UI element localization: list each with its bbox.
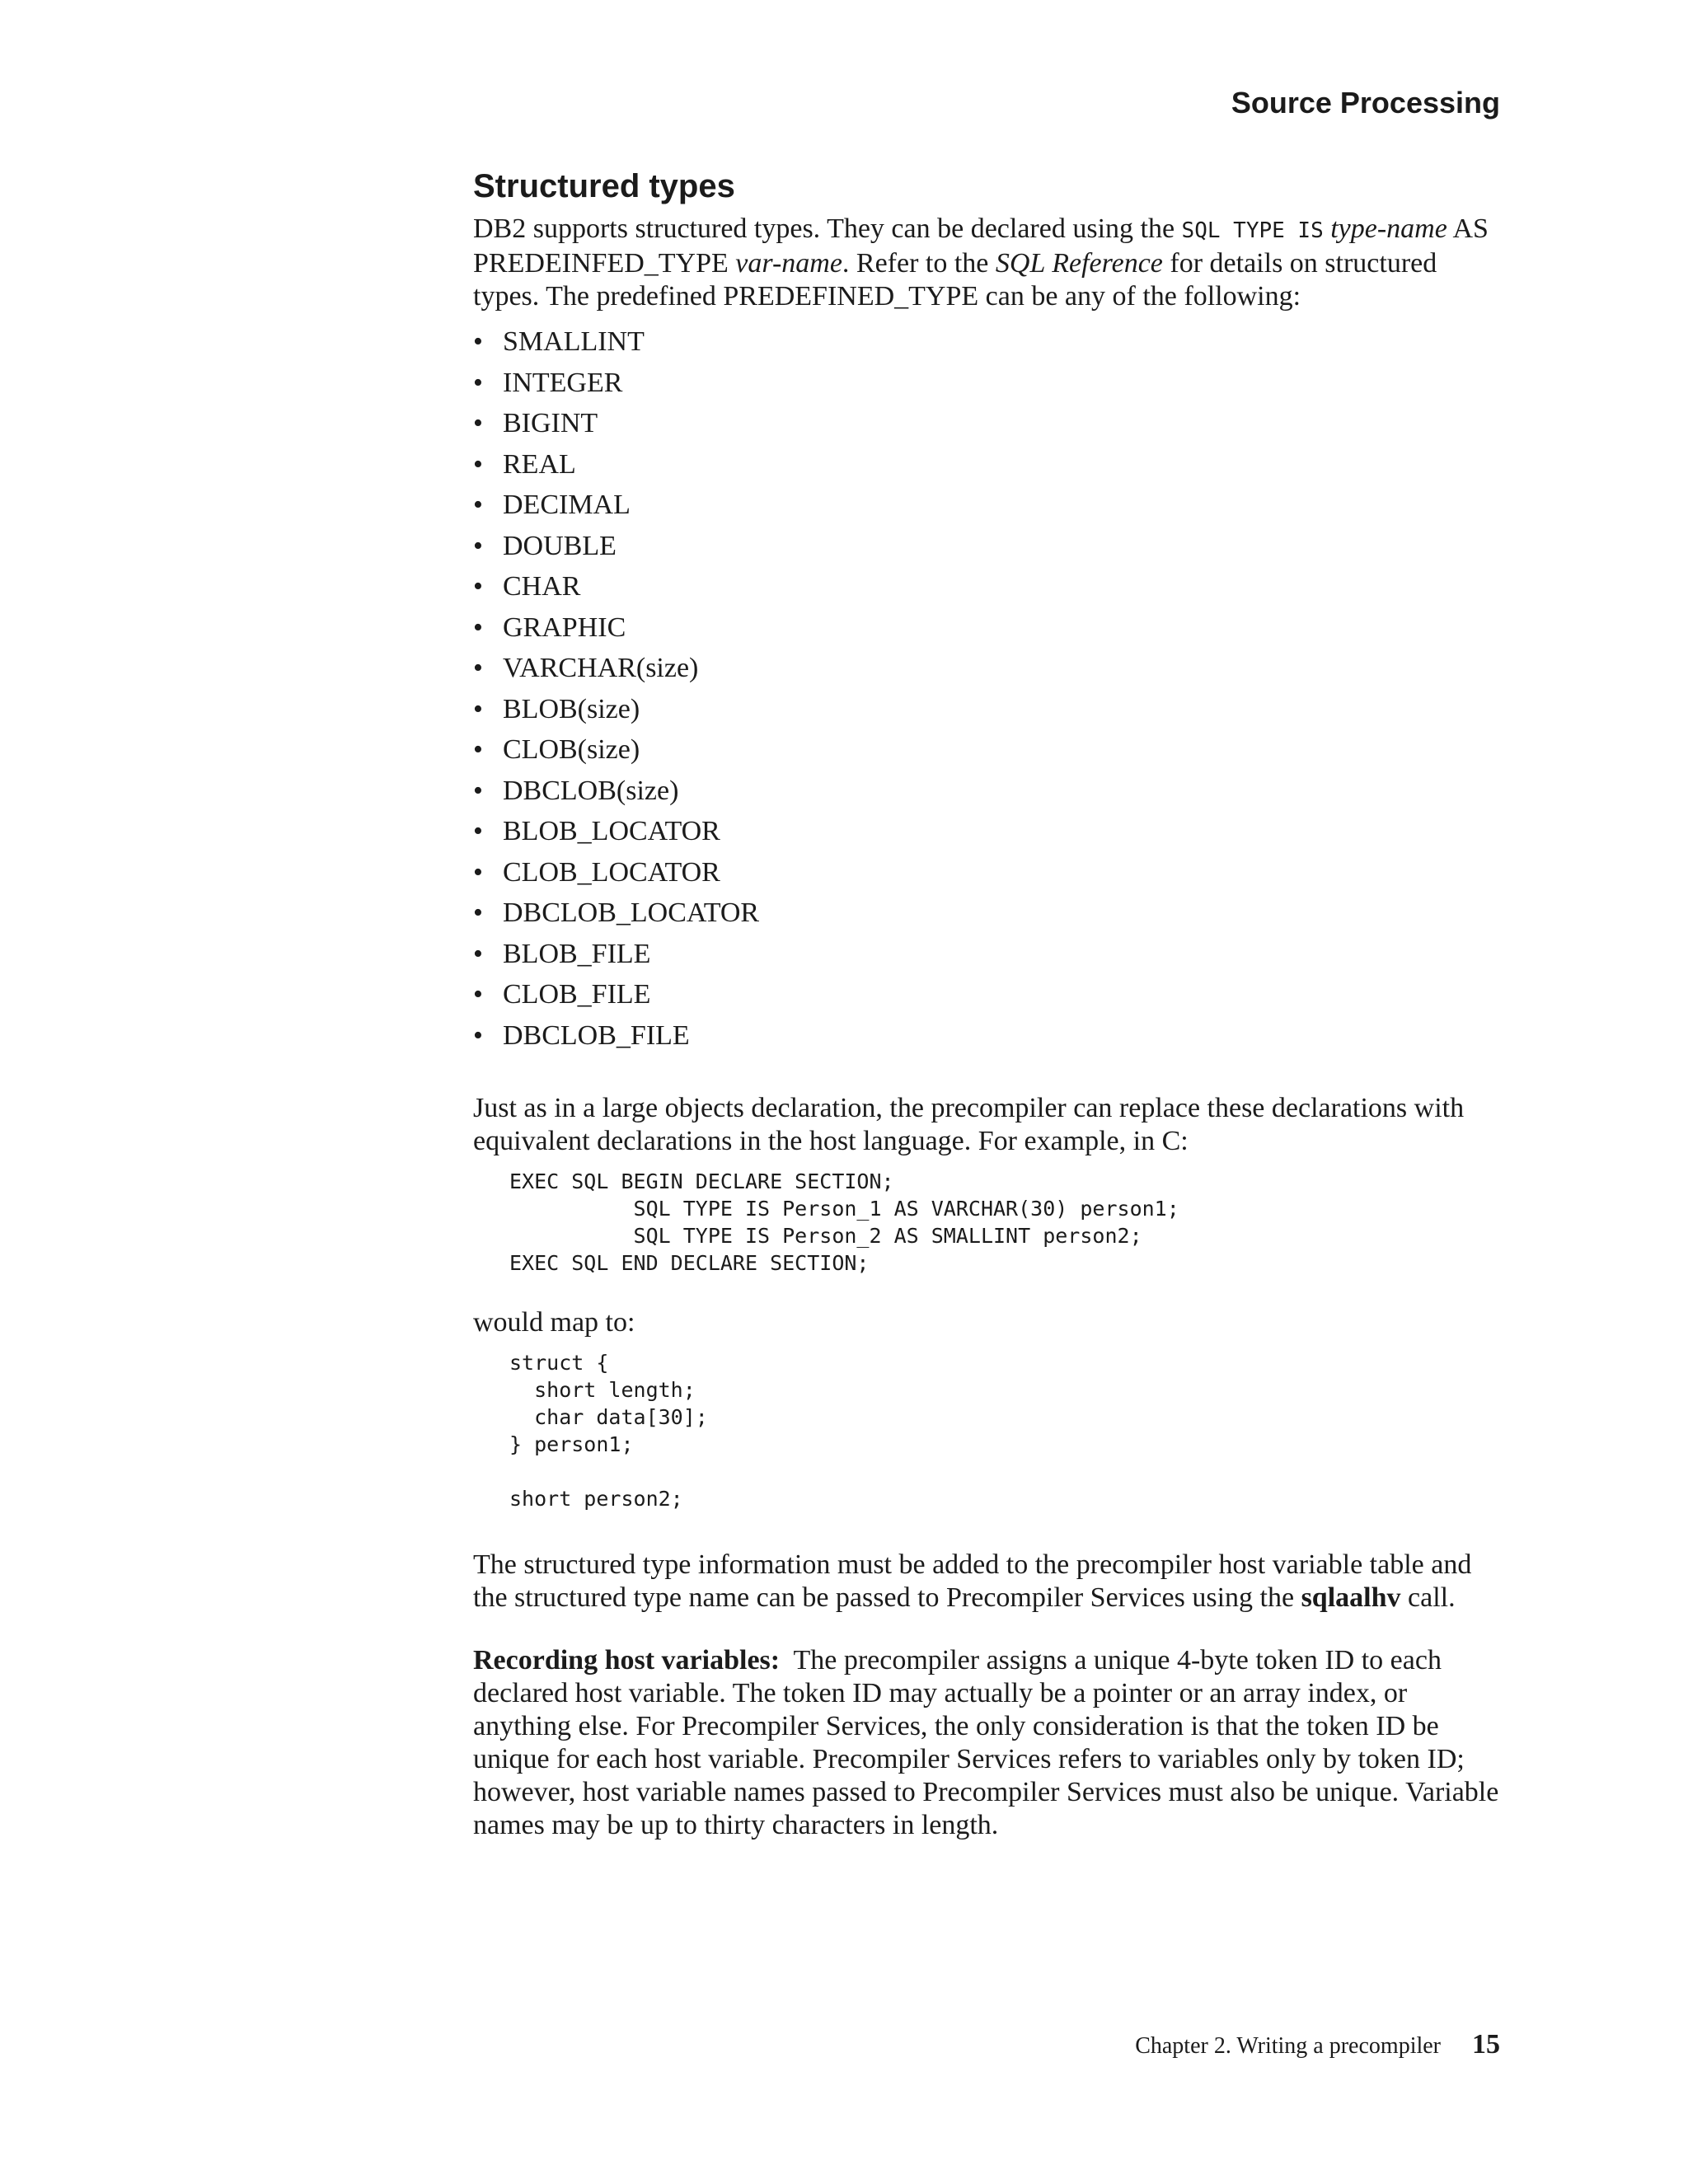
- intro-paragraph: [473, 213, 1503, 313]
- section-title: Structured types: [473, 168, 735, 204]
- type-name: CLOB(size): [503, 734, 640, 765]
- type-name: BIGINT: [503, 408, 598, 438]
- para3-text-1: The structured type information must be added to the precompiler host variable table and the structured type name can be passed to Precompiler Services using the: [473, 1549, 1472, 1613]
- bullet-icon: •: [473, 367, 483, 398]
- type-list-item: [473, 321, 1503, 363]
- bullet-icon: •: [473, 653, 483, 683]
- bullet-icon: •: [473, 938, 483, 969]
- type-list-item: [473, 771, 1503, 812]
- type-list-item: [473, 363, 1503, 404]
- types-list: [473, 321, 1503, 1056]
- type-name: BLOB(size): [503, 693, 640, 724]
- type-list-item: [473, 566, 1503, 607]
- type-list-item: [473, 444, 1503, 485]
- type-list-item: [473, 526, 1503, 567]
- intro-var-name: var-name: [735, 248, 842, 279]
- type-list-item: [473, 934, 1503, 975]
- bullet-icon: •: [473, 775, 483, 806]
- paragraph-large-objects: Just as in a large objects declaration, the precompiler can replace these declarations with equivalent declarations in the host language. For example, in C:: [473, 1093, 1465, 1156]
- type-list-item: [473, 974, 1503, 1015]
- type-name: DBCLOB(size): [503, 775, 679, 806]
- footer-chapter-title: Chapter 2. Writing a precompiler: [1135, 2033, 1441, 2059]
- type-name: SMALLINT: [503, 326, 645, 357]
- para3-text-2: call.: [1400, 1582, 1456, 1613]
- paragraph-recording-host-variables: [473, 1644, 1506, 1842]
- bullet-icon: •: [473, 856, 483, 888]
- bullet-icon: •: [473, 898, 483, 928]
- page-content: [473, 165, 1506, 1842]
- type-name: CLOB_FILE: [503, 979, 651, 1010]
- intro-sql-reference: SQL Reference: [995, 248, 1163, 279]
- intro-text-2: [1324, 213, 1331, 244]
- type-list-item: [473, 403, 1503, 444]
- type-name: BLOB_LOCATOR: [503, 816, 720, 846]
- type-list-item: [473, 893, 1503, 934]
- bullet-icon: •: [473, 408, 483, 438]
- bullet-icon: •: [473, 326, 483, 357]
- bullet-icon: •: [473, 816, 483, 846]
- page-number: 15: [1472, 2029, 1500, 2060]
- para4-text: The precompiler assigns a unique 4-byte token ID to each declared host variable. The token ID may actually be a pointer or an array index, or anything else. For Precompiler Services, the only consideration is that the token ID be unique for each host variable. Precompiler Services refers to variables only by token ID; however, host variable names passed to Precompiler Services must also be unique. Variable names may be up to thirty characters in length.: [473, 1645, 1506, 1840]
- bullet-icon: •: [473, 530, 483, 561]
- type-list-item: [473, 607, 1503, 649]
- recording-host-variables-heading: Recording host variables:: [473, 1645, 781, 1675]
- type-name: CHAR: [503, 571, 581, 602]
- code-block-struct: struct { short length; char data[30]; } person1; short person2;: [509, 1351, 708, 1511]
- intro-text-1: DB2 supports structured types. They can be declared using the: [473, 213, 1182, 244]
- page-footer: [1135, 2029, 1500, 2060]
- type-name: BLOB_FILE: [503, 938, 651, 969]
- bullet-icon: •: [473, 693, 483, 724]
- type-list-item: [473, 485, 1503, 526]
- type-list-item: [473, 852, 1503, 893]
- sqlaalhv-call-name: sqlaalhv: [1301, 1582, 1401, 1613]
- bullet-icon: •: [473, 1019, 483, 1051]
- bullet-icon: •: [473, 734, 483, 765]
- bullet-icon: •: [473, 490, 483, 520]
- paragraph-structured-type-info: [473, 1549, 1503, 1615]
- type-list-item: [473, 689, 1503, 730]
- type-name: VARCHAR(size): [503, 653, 699, 683]
- bullet-icon: •: [473, 448, 483, 480]
- intro-text-4: . Refer to the: [842, 248, 996, 279]
- type-list-item: [473, 811, 1503, 852]
- type-name: INTEGER: [503, 367, 623, 398]
- intro-text-5: for details on structured types. The predefined PREDEFINED_TYPE can be any of the following:: [473, 248, 1437, 312]
- type-name: CLOB_LOCATOR: [503, 856, 720, 888]
- intro-code-sql-type-is: SQL TYPE IS: [1181, 218, 1324, 243]
- would-map-to: would map to:: [473, 1307, 635, 1338]
- type-name: DOUBLE: [503, 530, 617, 561]
- bullet-icon: •: [473, 612, 483, 643]
- type-name: REAL: [503, 448, 576, 480]
- intro-type-name: type-name: [1330, 213, 1447, 244]
- type-list-item: [473, 1015, 1503, 1057]
- type-name: DBCLOB_FILE: [503, 1019, 690, 1051]
- running-head: Source Processing: [1231, 86, 1500, 120]
- intro-text-3: AS PREDEINFED_TYPE: [473, 213, 1489, 279]
- type-list-item: [473, 729, 1503, 771]
- type-name: GRAPHIC: [503, 612, 626, 643]
- type-list-item: [473, 648, 1503, 689]
- type-name: DECIMAL: [503, 490, 631, 520]
- type-name: DBCLOB_LOCATOR: [503, 898, 760, 928]
- code-block-declare-section: EXEC SQL BEGIN DECLARE SECTION; SQL TYPE IS Person_1 AS VARCHAR(30) person1; SQL TYPE IS Person_2 AS SMALLINT person2; EXEC SQL END DECLARE SECTION;: [509, 1169, 1179, 1275]
- bullet-icon: •: [473, 979, 483, 1010]
- bullet-icon: •: [473, 571, 483, 602]
